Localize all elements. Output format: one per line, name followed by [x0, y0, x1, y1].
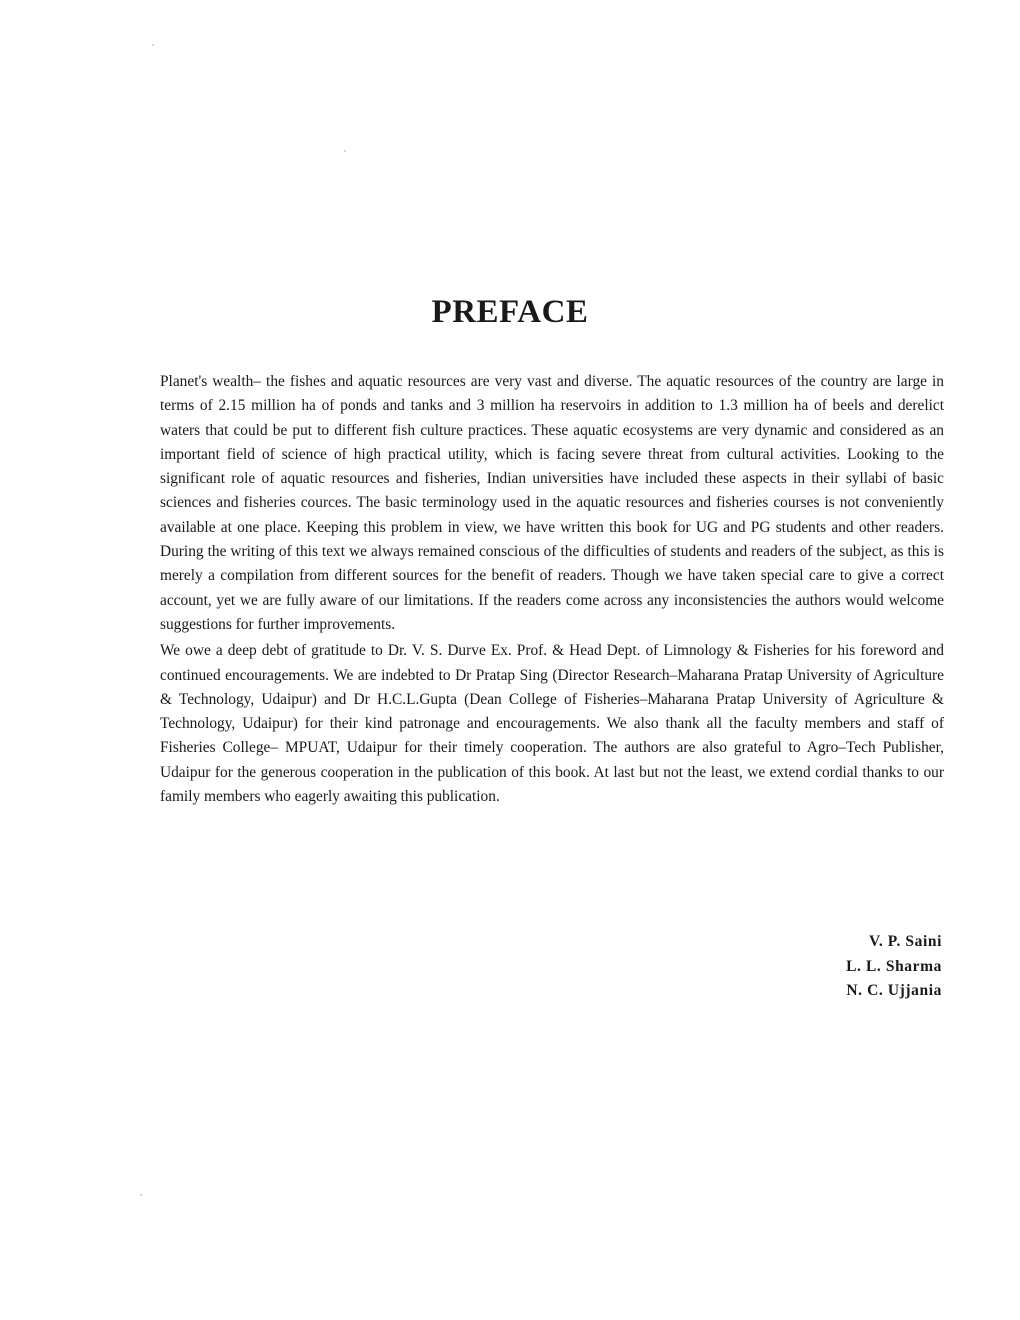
page-title: PREFACE [431, 294, 589, 330]
scan-speck [140, 1194, 142, 1196]
author-name: N. C. Ujjania [846, 982, 942, 999]
paragraph-1: Planet's wealth– the fishes and aquatic resources are very vast and diverse. The aquatic resources of the country are large in terms of 2.15 million ha of ponds and tanks and 3 million ha reservoirs in addition to 1.3 million ha of beels and derelict waters that could be put to different fish culture practices. These aquatic ecosystems are very dynamic and considered as an important field of science of high practical utility, which is facing severe threat from cultural activities. Looking to the significant role of aquatic resources and fisheries, Indian universities have included these aspects in their syllabi of basic sciences and fisheries cources. The basic terminology used in the aquatic resources and fisheries courses is not conveniently available at one place. Keeping this problem in view, we have written this book for UG and PG students and other readers. During the writing of this text we always remained conscious of the difficulties of students and readers of the subject, as this is merely a compilation from different sources for the benefit of readers. Though we have taken special care to give a correct account, yet we are fully aware of our limitations. If the readers come across any inconsistencies the authors would welcome suggestions for further improvements. [160, 373, 944, 633]
scan-speck [152, 44, 154, 46]
author-name: V. P. Saini [869, 933, 942, 950]
paragraph-2: We owe a deep debt of gratitude to Dr. V. S. Durve Ex. Prof. & Head Dept. of Limnology & Fisheries for his foreword and continued encouragements. We are indebted to Dr Pratap Sing (Director Research–Maharana Pratap University of Agriculture & Technology, Udaipur) and Dr H.C.L.Gupta (Dean College of Fisheries–Maharana Pratap University of Agriculture & Technology, Udaipur) for their kind patronage and encouragements. We also thank all the faculty members and staff of Fisheries College– MPUAT, Udaipur for their timely cooperation. The authors are also grateful to Agro–Tech Publisher, Udaipur for the generous cooperation in the publication of this book. At last but not the least, we extend cordial thanks to our family members who eagerly awaiting this publication. [160, 642, 944, 806]
scan-speck [344, 150, 346, 152]
preface-body [160, 370, 944, 809]
author-signatures [846, 930, 942, 1004]
author-name: L. L. Sharma [846, 957, 942, 975]
